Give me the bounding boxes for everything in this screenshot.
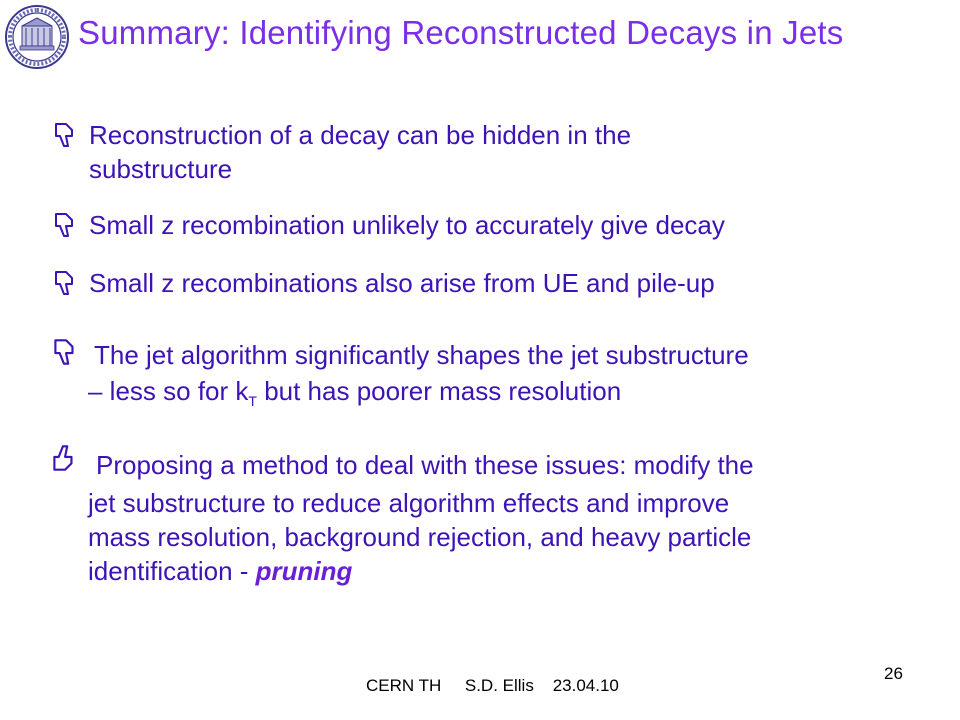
page-number: 26 xyxy=(884,664,903,683)
slide-title: Summary: Identifying Reconstructed Decays in Jets xyxy=(78,14,844,51)
bullet-4-line-2-pre: – less so for k xyxy=(88,376,249,406)
bullet-4-line-1: The jet algorithm significantly shapes the jet substructure xyxy=(94,340,749,370)
thumbs-down-icon xyxy=(52,120,78,150)
thumbs-down-icon xyxy=(52,268,78,298)
kt-subscript: T xyxy=(248,393,257,409)
thumbs-up-icon xyxy=(48,442,80,474)
bullet-2-line-1: Small z recombination unlikely to accurately give decay xyxy=(89,210,725,240)
footer-text: CERN TH S.D. Ellis 23.04.10 xyxy=(366,676,619,695)
thumbs-down-icon xyxy=(50,336,80,368)
university-seal-logo xyxy=(4,4,70,70)
bullet-5-line-3: mass resolution, background rejection, and heavy particle xyxy=(88,522,752,552)
bullet-4-line-2-post: but has poorer mass resolution xyxy=(256,376,622,406)
pruning-emphasis: pruning xyxy=(255,556,353,586)
bullet-5-line-1: Proposing a method to deal with these issues: modify the xyxy=(96,450,754,480)
bullet-1-line-1: Reconstruction of a decay can be hidden in the xyxy=(89,120,632,150)
bullet-1-line-2: substructure xyxy=(89,154,233,184)
bullet-4-line-2 xyxy=(88,374,621,412)
bullet-5-line-4-pre: identification - xyxy=(88,556,256,586)
bullet-5-line-4 xyxy=(88,554,352,588)
bullet-3-line-1: Small z recombinations also arise from UE and pile-up xyxy=(89,268,715,298)
thumbs-down-icon xyxy=(52,210,78,240)
bullet-5-line-2: jet substructure to reduce algorithm effects and improve xyxy=(88,488,730,518)
